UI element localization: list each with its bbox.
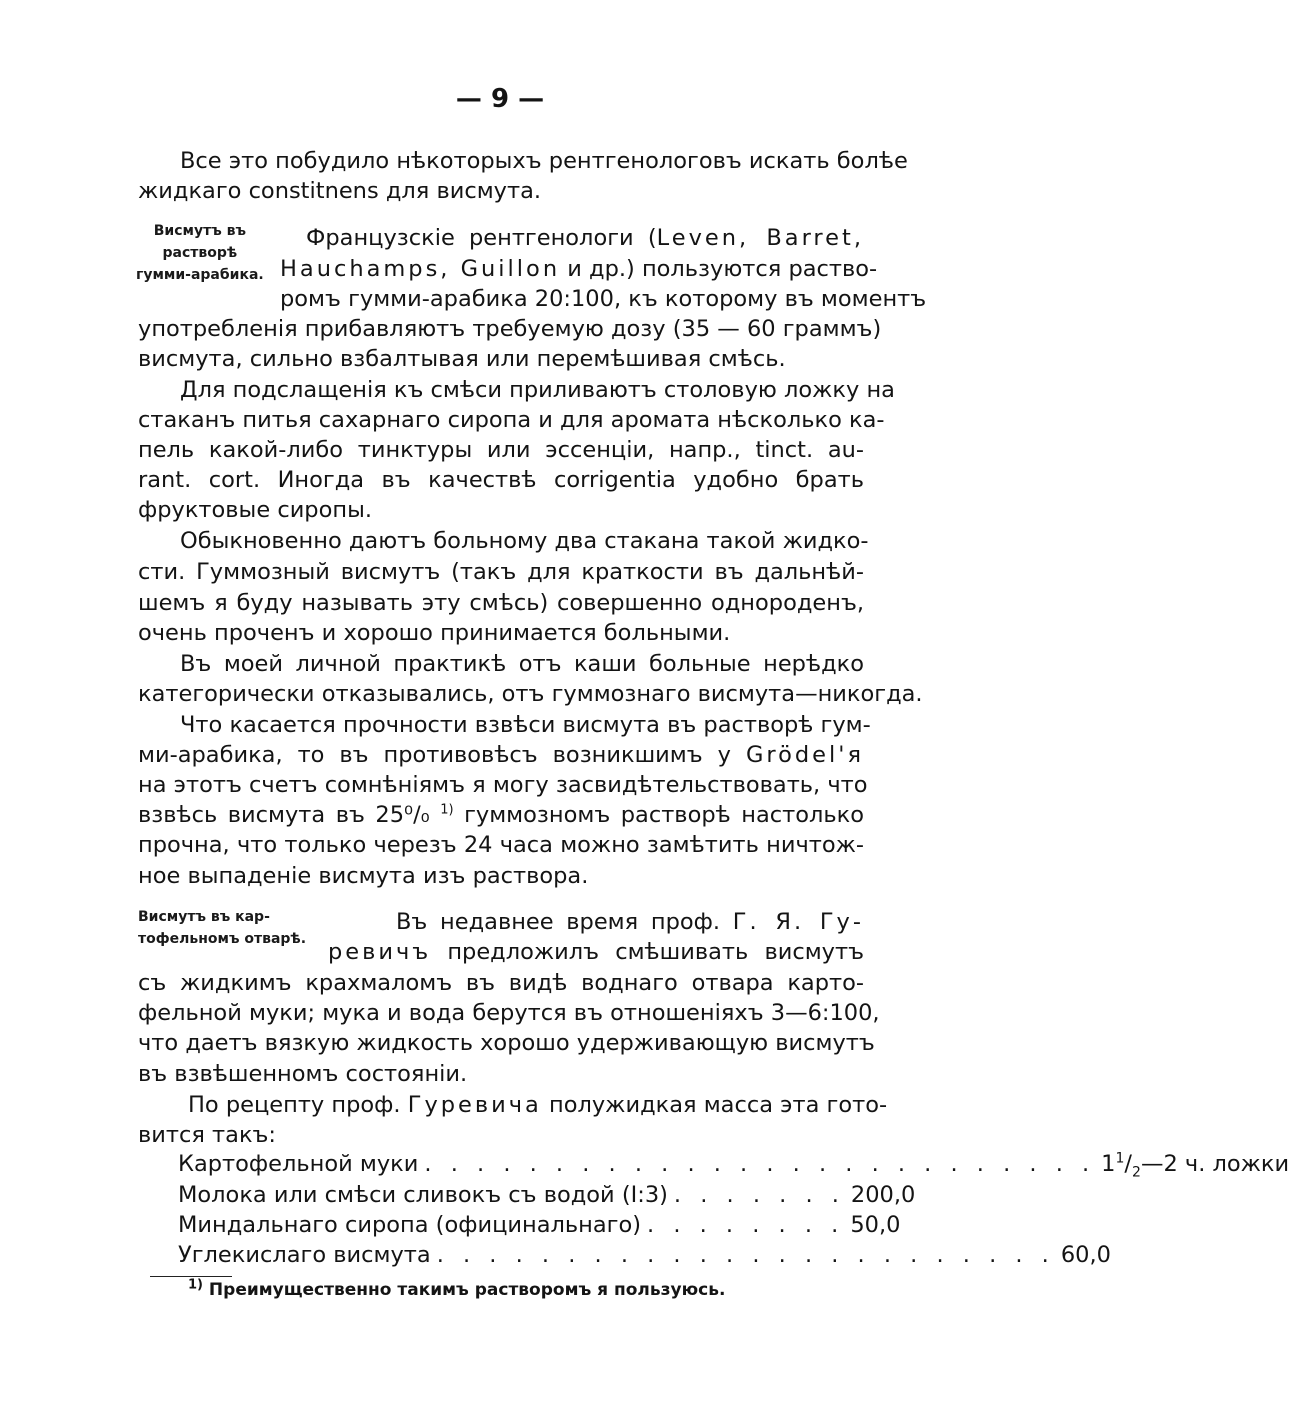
text-line: Въ моей личной практикѣ отъ каши больные нерѣдко	[180, 651, 864, 677]
text-line: употребленія прибавляютъ требуемую дозу (35 — 60 граммъ)	[138, 316, 882, 342]
recipe-item: Миндальнаго сиропа (официнальнаго) . . . . . . . . 50,0	[178, 1210, 718, 1241]
recipe-ingredient: Углекислаго висмута	[178, 1242, 431, 1268]
side-heading-line: Висмутъ въ	[153, 223, 246, 239]
recipe-item: Углекислаго висмута . . . . . . . . . . . . . . . . . . . . . . . . 60,0	[178, 1240, 718, 1271]
text-line: Что касается прочности взвѣси висмута въ растворѣ гум-	[180, 712, 871, 738]
text-line: Обыкновенно даютъ больному два стакана такой жидко-	[180, 528, 869, 554]
recipe-quantity: 50,0	[850, 1212, 901, 1238]
text-line: прочна, что только черезъ 24 часа можно замѣтить ничтож-	[138, 832, 864, 858]
recipe-item: Картофельной муки . . . . . . . . . . . . . . . . . . . . . . . . . . $1^1/_2—2$ ч. ложки	[178, 1150, 1289, 1181]
side-heading-line: Висмутъ въ кар-	[138, 909, 270, 925]
text-line: стаканъ питья сахарнаго сиропа и для аромата нѣсколько ка-	[138, 407, 885, 433]
text-line: ромъ гумми-арабика 20:100, къ которому въ моментъ	[280, 286, 927, 312]
footnote-marker: 1)	[188, 1277, 203, 1293]
text-line: Для подслащенія къ смѣси приливаютъ столовую ложку на	[180, 377, 895, 403]
text-line: ревичъ предложилъ смѣшивать висмутъ	[328, 939, 864, 965]
recipe-quantity: 200,0	[850, 1182, 916, 1208]
footnote	[188, 1278, 725, 1302]
text-line: на этотъ счетъ сомнѣніямъ я могу засвидѣтельствовать, что	[138, 772, 868, 798]
side-heading-line: тофельномъ отварѣ.	[138, 931, 307, 947]
text-line: Французскіе рентгенологи (Leven, Barret,	[306, 225, 864, 251]
text-line: взвѣсь висмута въ 25⁰/₀ $^{1)}$ гуммозномъ растворѣ настолько	[138, 802, 864, 828]
text-line: Все это побудило нѣкоторыхъ рентгенологовъ искать болѣе	[180, 148, 908, 174]
recipe-item: Молока или смѣси сливокъ съ водой (I:3) . . . . . . . 200,0	[178, 1180, 738, 1211]
text-line: сти. Гуммозный висмутъ (такъ для краткости въ дальнѣй-	[138, 559, 864, 585]
page-number: — 9 —	[455, 84, 545, 114]
recipe-ingredient: Молока или смѣси сливокъ съ водой (I:3)	[178, 1182, 668, 1208]
side-heading-potato-decoction	[138, 906, 306, 950]
side-heading-line: растворѣ	[162, 245, 238, 261]
text-line: съ жидкимъ крахмаломъ въ видѣ воднаго отвара карто-	[138, 970, 864, 996]
recipe-quantity: 60,0	[1060, 1242, 1111, 1268]
text-line: вится такъ:	[138, 1122, 277, 1148]
text-line: очень проченъ и хорошо принимается больными.	[138, 620, 731, 646]
text-line: ное выпаденіе висмута изъ раствора.	[138, 863, 589, 889]
side-heading-gum-arabic	[136, 220, 264, 286]
text-line: rant. cort. Иногда въ качествѣ corrigentia удобно брать	[138, 467, 864, 493]
recipe-ingredient: Миндальнаго сиропа (официнальнаго)	[178, 1212, 642, 1238]
text-line: Въ недавнее время проф. Г. Я. Гу-	[396, 909, 864, 935]
recipe-quantity: $1^1/_2—2$ ч. ложки	[1101, 1150, 1289, 1181]
text-line: что даетъ вязкую жидкость хорошо удерживающую висмутъ	[138, 1030, 875, 1056]
footnote-ref: 1)	[440, 802, 454, 818]
recipe-ingredient: Картофельной муки	[178, 1151, 419, 1177]
text-line: По рецепту проф. Гуревича полужидкая масса эта гото-	[188, 1092, 888, 1118]
footnote-text: Преимущественно такимъ растворомъ я пользуюсь.	[208, 1280, 726, 1300]
text-line: жидкаго constitnens для висмута.	[138, 178, 542, 204]
text-line: шемъ я буду называть эту смѣсь) совершенно однороденъ,	[138, 590, 864, 616]
text-line: пель какой-либо тинктуры или эссенціи, напр., tinct. au-	[138, 437, 864, 463]
text-line: въ взвѣшенномъ состояніи.	[138, 1061, 468, 1087]
text-line: фельной муки; мука и вода берутся въ отношеніяхъ 3—6:100,	[138, 1000, 880, 1026]
text-line: Hauchamps, Guillon и др.) пользуются раство-	[280, 256, 878, 282]
text-line: ми-арабика, то въ противовѣсъ возникшимъ у Grödel'я	[138, 742, 864, 768]
text-line: категорически отказывались, отъ гуммознаго висмута—никогда.	[138, 681, 923, 707]
text-line: висмута, сильно взбалтывая или перемѣшивая смѣсь.	[138, 346, 786, 372]
text-line: фруктовые сиропы.	[138, 497, 372, 523]
side-heading-line: гумми-арабика.	[136, 267, 264, 283]
